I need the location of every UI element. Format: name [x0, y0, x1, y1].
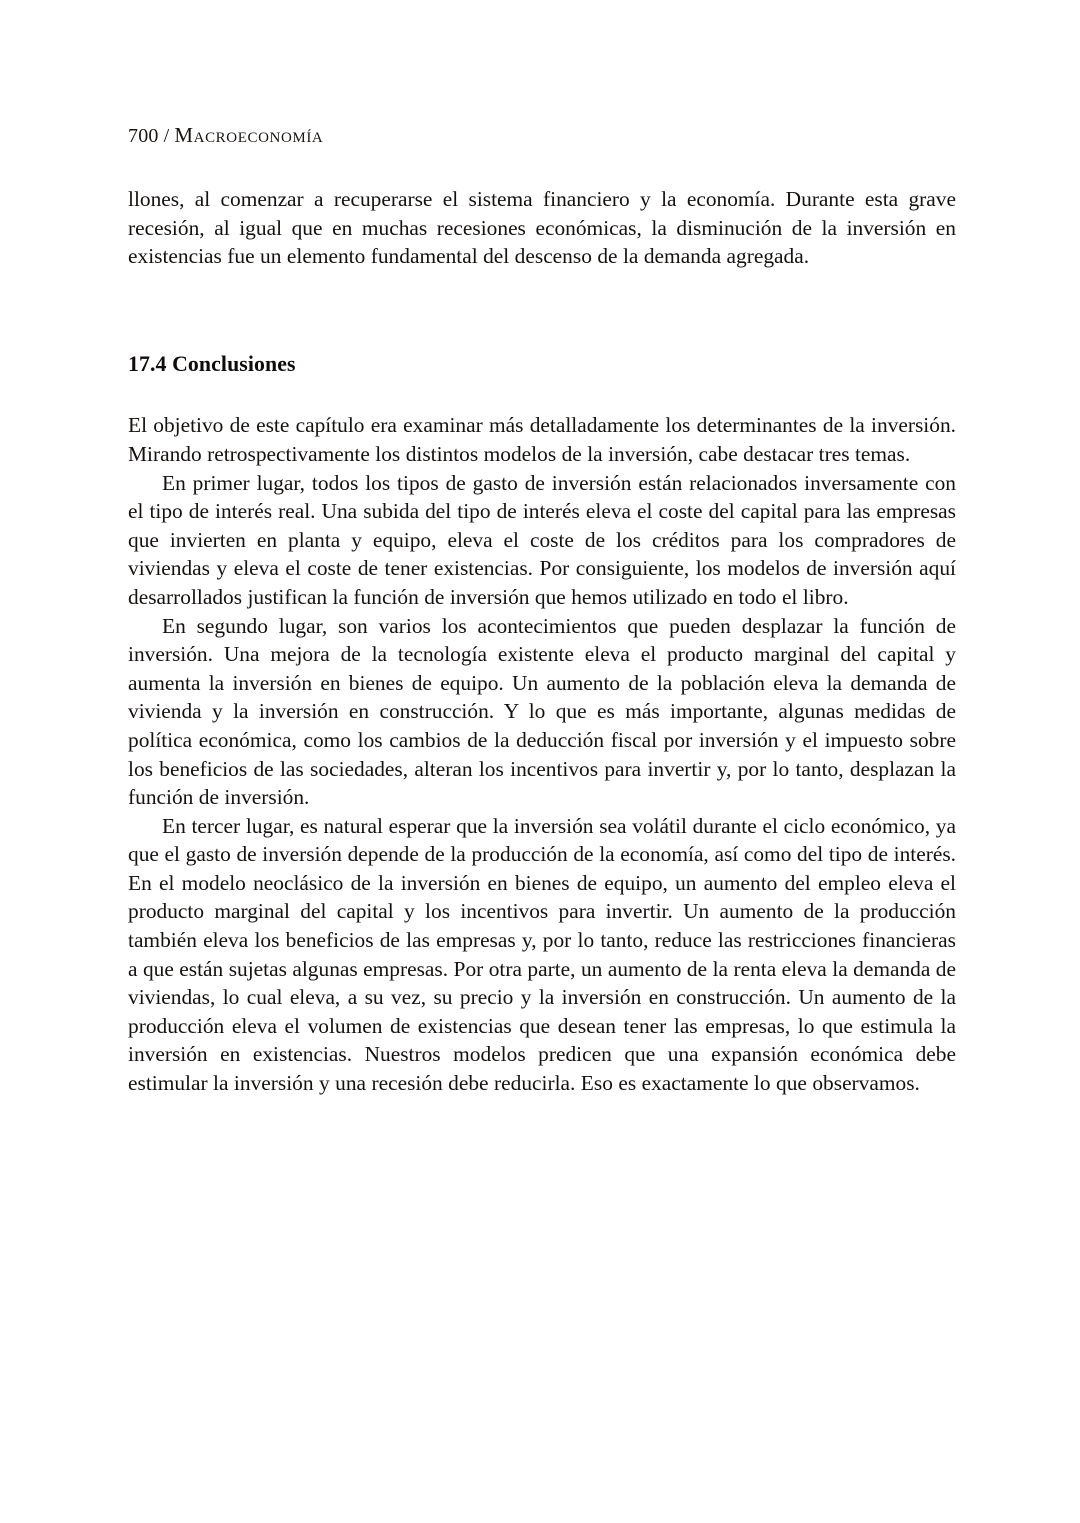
running-head — [128, 122, 956, 149]
spacer-after-heading — [128, 378, 956, 411]
running-head-separator: / — [163, 125, 170, 147]
page-number: 700 — [128, 125, 159, 147]
paragraph-third-point: En tercer lugar, es natural esperar que la inversión sea volátil durante el ciclo económico, ya que el gasto de inversión depende de la producción de la economía, así como del tipo de interés. En el modelo neoclásico de la inversión en bienes de equipo, un aumento del empleo eleva el producto marginal del capital y los incentivos para invertir. Un aumento de la producción también eleva los beneficios de las empresas y, por lo tanto, reduce las restricciones financieras a que están sujetas algunas empresas. Por otra parte, un aumento de la renta eleva la demanda de viviendas, lo cual eleva, a su vez, su precio y la inversión en construcción. Un aumento de la producción eleva el volumen de existencias que desean tener las empresas, lo que estimula la inversión en existencias. Nuestros modelos predicen que una expansión económica debe estimular la inversión y una recesión debe reducirla. Eso es exactamente lo que observamos. — [128, 813, 956, 1096]
paragraph-intro: El objetivo de este capítulo era examinar más detalladamente los determinantes de la inversión. Mirando retrospectivamente los distintos modelos de la inversión, cabe destacar tres temas. — [128, 413, 956, 466]
paragraph-second-point: En segundo lugar, son varios los acontecimientos que pueden desplazar la función de inversión. Una mejora de la tecnología existente eleva el producto marginal del capital y aumenta la inversión en bienes de equipo. Un aumento de la población eleva la demanda de vivienda y la inversión en construcción. Y lo que es más importante, algunas medidas de política económica, como los cambios de la deducción fiscal por inversión y el impuesto sobre los beneficios de las sociedades, alteran los incentivos para invertir y, por lo tanto, desplazan la función de inversión. — [128, 613, 956, 810]
paragraph-continued: llones, al comenzar a recuperarse el sistema financiero y la economía. Durante esta grave recesión, al igual que en muchas recesiones económicas, la disminución de la inversión en existencias fue un elemento fundamental del descenso de la demanda agregada. — [128, 187, 956, 269]
text-column — [128, 185, 956, 1098]
book-title: Macroeconomía — [174, 123, 324, 147]
spacer-before-heading — [128, 271, 956, 350]
section-heading: 17.4 Conclusiones — [128, 351, 296, 376]
paragraph-first-point: En primer lugar, todos los tipos de gasto de inversión están relacionados inversamente con el tipo de interés real. Una subida del tipo de interés eleva el coste del capital para las empresas que invierten en planta y equipo, eleva el coste de los créditos para los compradores de viviendas y eleva el coste de tener existencias. Por consiguiente, los modelos de inversión aquí desarrollados justifican la función de inversión que hemos utilizado en todo el libro. — [128, 470, 956, 609]
